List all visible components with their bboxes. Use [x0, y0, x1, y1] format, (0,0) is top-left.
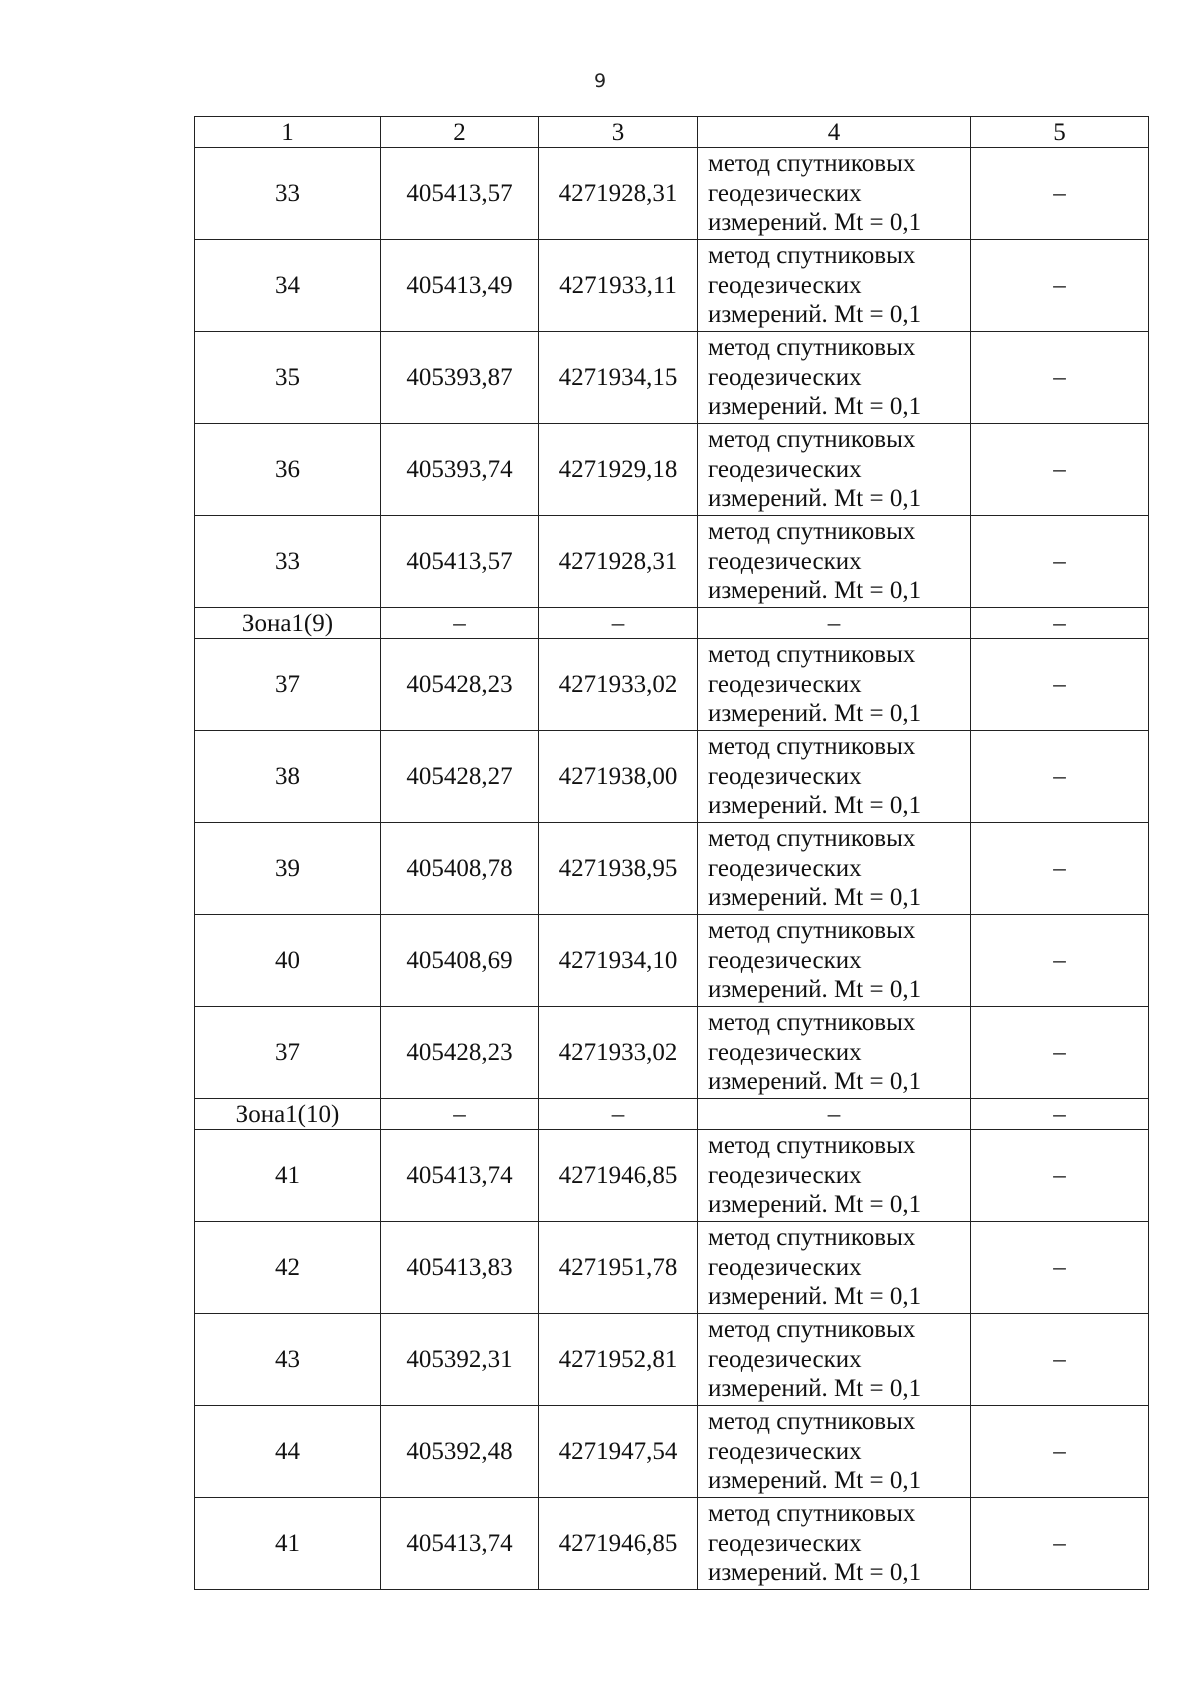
y-coordinate-cell: 4271947,54	[539, 1406, 698, 1498]
x-coordinate-cell: 405413,74	[381, 1130, 539, 1222]
note-cell: –	[971, 516, 1149, 608]
x-coordinate-cell: 405413,57	[381, 516, 539, 608]
method-line: метод спутниковых	[708, 641, 916, 669]
method-line: геодезических	[708, 271, 862, 299]
method-line: метод спутниковых	[708, 242, 916, 270]
method-line: измерений. Mt = 0,1	[708, 1375, 922, 1403]
y-coordinate-cell: 4271934,10	[539, 915, 698, 1007]
table-row	[195, 332, 1149, 424]
note-cell: –	[971, 424, 1149, 516]
method-line: измерений. Mt = 0,1	[708, 884, 922, 912]
page-number: 9	[593, 70, 607, 92]
method-line: метод спутниковых	[708, 825, 916, 853]
method-cell	[698, 332, 971, 424]
method-line: измерений. Mt = 0,1	[708, 700, 922, 728]
note-cell: –	[971, 1007, 1149, 1099]
method-line: метод спутниковых	[708, 1009, 916, 1037]
table-row	[195, 731, 1149, 823]
point-number-cell: 37	[195, 1007, 381, 1099]
y-coordinate-cell: 4271951,78	[539, 1222, 698, 1314]
point-number-cell: 38	[195, 731, 381, 823]
method-line: метод спутниковых	[708, 1224, 916, 1252]
method-line: измерений. Mt = 0,1	[708, 1559, 922, 1587]
x-coordinate-cell: 405393,87	[381, 332, 539, 424]
method-line: геодезических	[708, 1253, 862, 1281]
zone-label: Зона1(9)	[195, 608, 381, 639]
method-line: метод спутниковых	[708, 334, 916, 362]
method-line: измерений. Mt = 0,1	[708, 1467, 922, 1495]
method-line: геодезических	[708, 1529, 862, 1557]
method-line: измерений. Mt = 0,1	[708, 1068, 922, 1096]
point-number-cell: 44	[195, 1406, 381, 1498]
zone-dash-cell: –	[698, 608, 971, 639]
table-row	[195, 639, 1149, 731]
x-coordinate-cell: 405413,74	[381, 1498, 539, 1590]
method-cell	[698, 731, 971, 823]
y-coordinate-cell: 4271938,00	[539, 731, 698, 823]
point-number-cell: 37	[195, 639, 381, 731]
method-cell	[698, 1406, 971, 1498]
method-line: метод спутниковых	[708, 1132, 916, 1160]
y-coordinate-cell: 4271928,31	[539, 516, 698, 608]
point-number-cell: 33	[195, 516, 381, 608]
method-cell	[698, 240, 971, 332]
table-row	[195, 1130, 1149, 1222]
method-line: измерений. Mt = 0,1	[708, 976, 922, 1004]
note-cell: –	[971, 731, 1149, 823]
column-header: 4	[698, 117, 971, 148]
method-line: геодезических	[708, 455, 862, 483]
x-coordinate-cell: 405428,27	[381, 731, 539, 823]
table-row	[195, 516, 1149, 608]
method-cell	[698, 915, 971, 1007]
column-header: 2	[381, 117, 539, 148]
zone-dash-cell: –	[971, 608, 1149, 639]
note-cell: –	[971, 639, 1149, 731]
method-line: метод спутниковых	[708, 917, 916, 945]
table-row	[195, 915, 1149, 1007]
note-cell: –	[971, 1222, 1149, 1314]
x-coordinate-cell: 405392,31	[381, 1314, 539, 1406]
x-coordinate-cell: 405428,23	[381, 1007, 539, 1099]
method-cell	[698, 424, 971, 516]
table-row	[195, 1314, 1149, 1406]
method-line: метод спутниковых	[708, 733, 916, 761]
method-cell	[698, 1314, 971, 1406]
method-line: геодезических	[708, 1161, 862, 1189]
method-line: геодезических	[708, 670, 862, 698]
method-line: измерений. Mt = 0,1	[708, 577, 922, 605]
method-line: геодезических	[708, 363, 862, 391]
note-cell: –	[971, 1130, 1149, 1222]
column-header: 3	[539, 117, 698, 148]
y-coordinate-cell: 4271933,11	[539, 240, 698, 332]
method-line: геодезических	[708, 854, 862, 882]
point-number-cell: 43	[195, 1314, 381, 1406]
method-line: измерений. Mt = 0,1	[708, 209, 922, 237]
x-coordinate-cell: 405392,48	[381, 1406, 539, 1498]
table-row	[195, 240, 1149, 332]
x-coordinate-cell: 405413,83	[381, 1222, 539, 1314]
method-line: геодезических	[708, 762, 862, 790]
point-number-cell: 42	[195, 1222, 381, 1314]
column-header: 1	[195, 117, 381, 148]
zone-row	[195, 608, 1149, 639]
method-line: геодезических	[708, 1038, 862, 1066]
x-coordinate-cell: 405408,69	[381, 915, 539, 1007]
method-line: метод спутниковых	[708, 426, 916, 454]
note-cell: –	[971, 823, 1149, 915]
table-row	[195, 424, 1149, 516]
method-line: метод спутниковых	[708, 518, 916, 546]
table-row	[195, 148, 1149, 240]
table-row	[195, 823, 1149, 915]
table-row	[195, 1498, 1149, 1590]
y-coordinate-cell: 4271938,95	[539, 823, 698, 915]
point-number-cell: 34	[195, 240, 381, 332]
method-line: геодезических	[708, 547, 862, 575]
method-line: измерений. Mt = 0,1	[708, 792, 922, 820]
method-line: метод спутниковых	[708, 1500, 916, 1528]
y-coordinate-cell: 4271929,18	[539, 424, 698, 516]
point-number-cell: 39	[195, 823, 381, 915]
method-cell	[698, 639, 971, 731]
method-line: метод спутниковых	[708, 1408, 916, 1436]
method-line: геодезических	[708, 179, 862, 207]
y-coordinate-cell: 4271934,15	[539, 332, 698, 424]
note-cell: –	[971, 1498, 1149, 1590]
method-cell	[698, 516, 971, 608]
point-number-cell: 41	[195, 1130, 381, 1222]
method-line: измерений. Mt = 0,1	[708, 485, 922, 513]
y-coordinate-cell: 4271933,02	[539, 1007, 698, 1099]
table-row	[195, 1222, 1149, 1314]
method-line: метод спутниковых	[708, 150, 916, 178]
y-coordinate-cell: 4271928,31	[539, 148, 698, 240]
method-line: геодезических	[708, 1437, 862, 1465]
point-number-cell: 35	[195, 332, 381, 424]
zone-row	[195, 1099, 1149, 1130]
x-coordinate-cell: 405413,57	[381, 148, 539, 240]
note-cell: –	[971, 148, 1149, 240]
table-row	[195, 1406, 1149, 1498]
method-cell	[698, 1498, 971, 1590]
method-cell	[698, 148, 971, 240]
zone-label: Зона1(10)	[195, 1099, 381, 1130]
column-header: 5	[971, 117, 1149, 148]
method-cell	[698, 1222, 971, 1314]
method-line: измерений. Mt = 0,1	[708, 301, 922, 329]
point-number-cell: 36	[195, 424, 381, 516]
header-row	[195, 117, 1149, 148]
zone-dash-cell: –	[539, 1099, 698, 1130]
x-coordinate-cell: 405408,78	[381, 823, 539, 915]
method-line: метод спутниковых	[708, 1316, 916, 1344]
table-row	[195, 1007, 1149, 1099]
method-cell	[698, 823, 971, 915]
point-number-cell: 40	[195, 915, 381, 1007]
method-line: измерений. Mt = 0,1	[708, 1283, 922, 1311]
note-cell: –	[971, 915, 1149, 1007]
point-number-cell: 41	[195, 1498, 381, 1590]
x-coordinate-cell: 405413,49	[381, 240, 539, 332]
note-cell: –	[971, 1406, 1149, 1498]
point-number-cell: 33	[195, 148, 381, 240]
method-line: измерений. Mt = 0,1	[708, 393, 922, 421]
table-body	[195, 117, 1149, 1590]
y-coordinate-cell: 4271946,85	[539, 1498, 698, 1590]
y-coordinate-cell: 4271933,02	[539, 639, 698, 731]
method-line: измерений. Mt = 0,1	[708, 1191, 922, 1219]
zone-dash-cell: –	[381, 1099, 539, 1130]
note-cell: –	[971, 1314, 1149, 1406]
method-line: геодезических	[708, 946, 862, 974]
zone-dash-cell: –	[698, 1099, 971, 1130]
note-cell: –	[971, 240, 1149, 332]
zone-dash-cell: –	[381, 608, 539, 639]
y-coordinate-cell: 4271946,85	[539, 1130, 698, 1222]
x-coordinate-cell: 405428,23	[381, 639, 539, 731]
y-coordinate-cell: 4271952,81	[539, 1314, 698, 1406]
method-line: геодезических	[708, 1345, 862, 1373]
note-cell: –	[971, 332, 1149, 424]
coordinates-table	[194, 116, 1149, 1590]
zone-dash-cell: –	[971, 1099, 1149, 1130]
method-cell	[698, 1007, 971, 1099]
x-coordinate-cell: 405393,74	[381, 424, 539, 516]
method-cell	[698, 1130, 971, 1222]
zone-dash-cell: –	[539, 608, 698, 639]
